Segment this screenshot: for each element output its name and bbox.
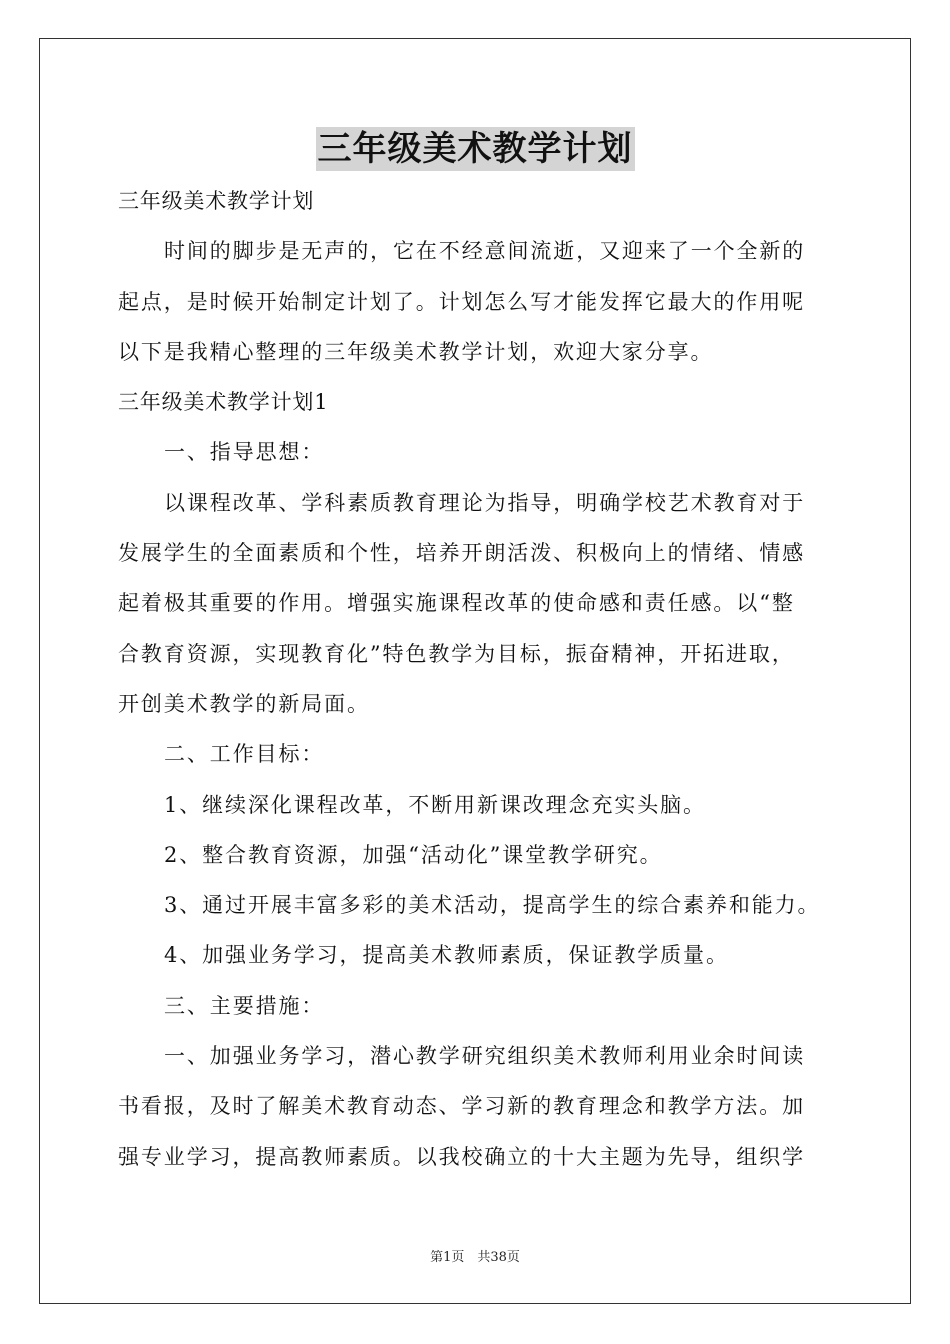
section-heading: 三、主要措施： [164, 993, 325, 1018]
list-item: 1、继续深化课程改革，不断用新课改理念充实头脑。 [164, 792, 706, 817]
paragraph-line: 开创美术教学的新局面。 [118, 691, 370, 716]
paragraph-line: 以课程改革、学科素质教育理论为指导，明确学校艺术教育对于 [164, 490, 806, 515]
document-body [118, 176, 838, 1182]
title-container [0, 127, 950, 171]
paragraph-line: 强专业学习，提高教师素质。以我校确立的十大主题为先导，组织学 [118, 1144, 805, 1169]
page-footer: 第1页 共38页 [430, 1250, 520, 1265]
document-title: 三年级美术教学计划 [317, 129, 633, 169]
paragraph-line: 起点，是时候开始制定计划了。计划怎么写才能发挥它最大的作用呢 [118, 289, 805, 314]
section-heading: 三年级美术教学计划1 [118, 390, 329, 415]
list-item: 2、整合教育资源，加强“活动化”课堂教学研究。 [164, 842, 663, 867]
paragraph-line: 一、加强业务学习，潜心教学研究组织美术教师利用业余时间读 [164, 1044, 806, 1069]
section-heading: 一、指导思想： [164, 440, 325, 465]
paragraph-line: 起着极其重要的作用。增强实施课程改革的使命感和责任感。以“整 [118, 591, 795, 616]
list-item: 4、加强业务学习，提高美术教师素质，保证教学质量。 [164, 943, 729, 968]
paragraph-line: 发展学生的全面素质和个性，培养开朗活泼、积极向上的情绪、情感 [118, 541, 805, 566]
paragraph-line: 以下是我精心整理的三年级美术教学计划，欢迎大家分享。 [118, 339, 714, 364]
list-item: 3、通过开展丰富多彩的美术活动，提高学生的综合素养和能力。 [164, 893, 821, 918]
paragraph-line: 合教育资源，实现教育化”特色教学为目标，振奋精神，开拓进取， [118, 641, 795, 666]
subtitle-line: 三年级美术教学计划 [118, 189, 315, 213]
paragraph-line: 时间的脚步是无声的，它在不经意间流逝，又迎来了一个全新的 [164, 239, 806, 264]
paragraph-line: 书看报，及时了解美术教育动态、学习新的教育理念和教学方法。加 [118, 1094, 805, 1119]
section-heading: 二、工作目标： [164, 742, 325, 767]
